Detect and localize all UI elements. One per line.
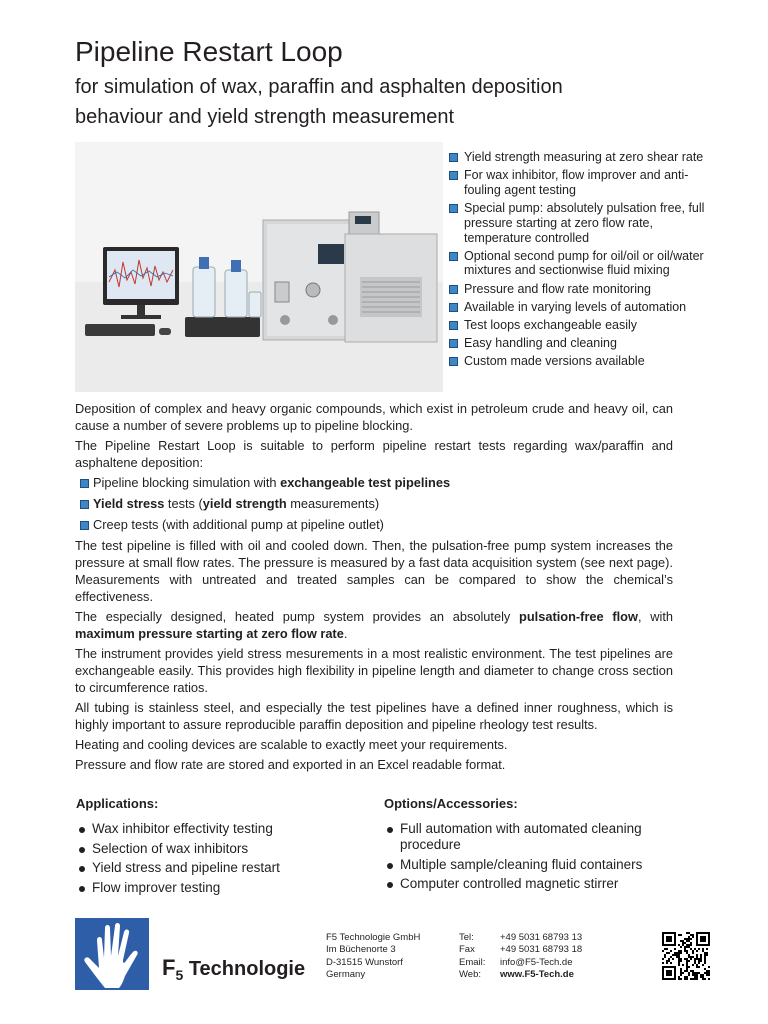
options-heading: Options/Accessories: bbox=[384, 796, 518, 811]
bullet-dot-icon bbox=[79, 886, 85, 892]
contact-info bbox=[459, 932, 582, 981]
list-item: Available in varying levels of automation bbox=[448, 300, 718, 315]
bullet-square-icon bbox=[80, 479, 89, 488]
list-item: Easy handling and cleaning bbox=[448, 336, 718, 351]
bullet-dot-icon bbox=[387, 863, 393, 869]
list-item: Pipeline blocking simulation with exchangeable test pipelines bbox=[75, 474, 673, 491]
bullet-square-icon bbox=[449, 204, 458, 213]
list-item: Flow improver testing bbox=[76, 880, 366, 896]
bullet-dot-icon bbox=[79, 866, 85, 872]
list-item: Multiple sample/cleaning fluid containers bbox=[384, 857, 684, 873]
web-row: Web: www.F5-Tech.de bbox=[459, 968, 574, 980]
email-link[interactable]: info@F5-Tech.de bbox=[500, 956, 573, 968]
list-item: Creep tests (with additional pump at pipeline outlet) bbox=[75, 516, 673, 533]
bullet-square-icon bbox=[449, 339, 458, 348]
bullet-square-icon bbox=[449, 285, 458, 294]
list-item: For wax inhibitor, flow improver and anti-fouling agent testing bbox=[448, 168, 718, 198]
list-item: Computer controlled magnetic stirrer bbox=[384, 876, 684, 892]
bullet-square-icon bbox=[449, 357, 458, 366]
bullet-square-icon bbox=[449, 303, 458, 312]
bullet-square-icon bbox=[80, 500, 89, 509]
bullet-square-icon bbox=[449, 171, 458, 180]
page-title: Pipeline Restart Loop bbox=[75, 36, 343, 67]
body-text bbox=[75, 400, 673, 776]
list-item: Optional second pump for oil/oil or oil/water mixtures and sectionwise fluid mixing bbox=[448, 249, 718, 279]
bullet-dot-icon bbox=[79, 847, 85, 853]
bullet-dot-icon bbox=[387, 827, 393, 833]
list-item: Yield stress tests (yield strength measurements) bbox=[75, 495, 673, 512]
paragraph: Pressure and flow rate are stored and exported in an Excel readable format. bbox=[75, 757, 506, 772]
city: D-31515 Wunstorf bbox=[326, 956, 403, 968]
country: Germany bbox=[326, 968, 366, 980]
email-row: Email: info@F5-Tech.de bbox=[459, 956, 573, 968]
tel-row: Tel: +49 5031 68793 13 bbox=[459, 932, 583, 943]
subtitle-line-2: behaviour and yield strength measurement bbox=[75, 106, 455, 128]
applications-heading: Applications: bbox=[76, 796, 159, 811]
paragraph: The test pipeline is filled with oil and cooled down. Then, the pulsation-free pump system increases the pressure at small flow rates. The pressure is measured by a fast data acquisition system (see next page). Measurements with untreated and treated samples can be compared to show the chemical’s effectiveness. bbox=[75, 538, 673, 604]
list-item: Full automation with automated cleaning procedure bbox=[384, 821, 684, 853]
bullet-square-icon bbox=[80, 521, 89, 530]
street: Im Büchenorte 3 bbox=[326, 944, 396, 956]
paragraph: The instrument provides yield stress mesurements in a most realistic environment. The test pipelines are exchangeable easily. This provides high flexibility in pipeline length and diameter to change cross section to circumference ratios. bbox=[75, 646, 673, 695]
list-item: Test loops exchangeable easily bbox=[448, 318, 718, 333]
logo bbox=[75, 918, 149, 990]
qr-code-icon bbox=[662, 932, 710, 980]
paragraph: All tubing is stainless steel, and especially the test pipelines have a defined inner roughness, which is highly important to assure reproducible paraffin deposition and pipeline rheology test results. bbox=[75, 700, 673, 732]
website-link[interactable]: www.F5-Tech.de bbox=[500, 968, 574, 980]
list-item: Selection of wax inhibitors bbox=[76, 841, 366, 857]
company-address bbox=[326, 932, 420, 981]
applications-list bbox=[76, 821, 366, 899]
brand-name: $F_5$ Technologie bbox=[162, 955, 306, 983]
list-item: Yield strength measuring at zero shear rate bbox=[448, 150, 718, 165]
paragraph: Deposition of complex and heavy organic compounds, which exist in petroleum crude and heavy oil, can cause a number of severe problems up to pipeline blocking. bbox=[75, 401, 673, 433]
test-types-list bbox=[75, 474, 673, 533]
fax-row: Fax +49 5031 68793 18 bbox=[459, 944, 583, 956]
paragraph: The especially designed, heated pump system provides an absolutely pulsation-free flow, with maximum pressure starting at zero flow rate. bbox=[75, 609, 673, 641]
bullet-dot-icon bbox=[387, 882, 393, 888]
subtitle-line-1: for simulation of wax, paraffin and asphalten deposition bbox=[75, 76, 563, 98]
bullet-dot-icon bbox=[79, 827, 85, 833]
paragraph: The Pipeline Restart Loop is suitable to perform pipeline restart tests regarding wax/paraffin and asphaltene deposition: bbox=[75, 438, 673, 470]
list-item: Pressure and flow rate monitoring bbox=[448, 282, 718, 297]
company-name: F5 Technologie GmbH bbox=[326, 932, 421, 943]
paragraph: Heating and cooling devices are scalable to exactly meet your requirements. bbox=[75, 737, 508, 752]
bullet-square-icon bbox=[449, 321, 458, 330]
hand-icon bbox=[75, 918, 149, 990]
bullet-square-icon bbox=[449, 153, 458, 162]
list-item: Custom made versions available bbox=[448, 354, 718, 369]
product-photo bbox=[75, 142, 443, 392]
list-item: Yield stress and pipeline restart bbox=[76, 860, 366, 876]
list-item: Special pump: absolutely pulsation free, full pressure starting at zero flow rate, temperature controlled bbox=[448, 201, 718, 245]
options-list bbox=[384, 821, 684, 896]
list-item: Wax inhibitor effectivity testing bbox=[76, 821, 366, 837]
instrument-image bbox=[263, 220, 355, 340]
bullet-square-icon bbox=[449, 252, 458, 261]
feature-list bbox=[448, 150, 718, 372]
